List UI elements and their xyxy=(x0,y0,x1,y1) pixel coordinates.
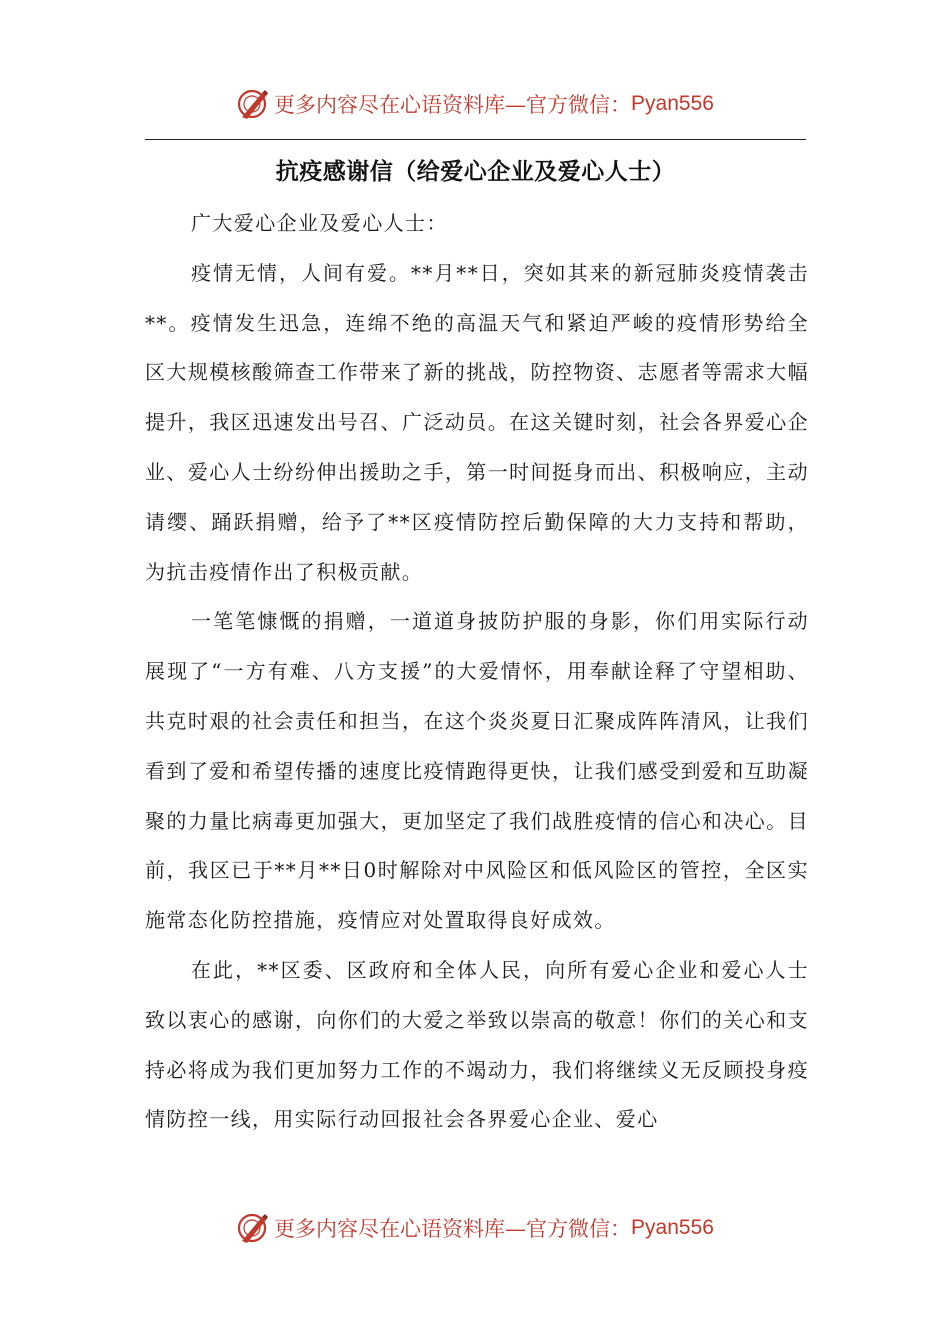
salutation: 广大爱心企业及爱心人士： xyxy=(191,211,448,235)
document-title: 抗疫感谢信（给爱心企业及爱心人士） xyxy=(275,159,676,185)
header-watermark-banner xyxy=(0,82,950,126)
paragraph-2: 一笔笔慷慨的捐赠，一道道身披防护服的身影，你们用实际行动展现了“一方有难、八方支援”的大爱情怀，用奉献诠释了守望相助、共克时艰的社会责任和担当，在这个炎炎夏日汇聚成阵阵清风，让我们看到了爱和希望传播的速度比疫情跑得更快，让我们感受到爱和互助凝聚的力量比病毒更加强大，更加坚定了我们战胜疫情的信心和决心。目前，我区已于**月**日0时解除对中风险区和低风险区的管控，全区实施常态化防控措施，疫情应对处置取得良好成效。 xyxy=(145,609,809,933)
pen-logo-icon xyxy=(236,1211,270,1245)
pen-logo-icon xyxy=(236,87,270,121)
banner-wechat-id: Pyan556 xyxy=(631,92,714,115)
footer-watermark-banner xyxy=(0,1206,950,1250)
banner-text: 更多内容尽在心语资料库—官方微信： xyxy=(274,1217,632,1241)
banner-text: 更多内容尽在心语资料库—官方微信： xyxy=(274,93,632,117)
document-body xyxy=(145,199,809,1145)
paragraph-1: 疫情无情，人间有爱。**月**日，突如其来的新冠肺炎疫情袭击**。疫情发生迅急，连绵不绝的高温天气和紧迫严峻的疫情形势给全区大规模核酸筛查工作带来了新的挑战，防控物资、志愿者等需求大幅提升，我区迅速发出号召、广泛动员。在这关键时刻，社会各界爱心企业、爱心人士纷纷伸出援助之手，第一时间挺身而出、积极响应，主动请缨、踊跃捐赠，给予了**区疫情防控后勤保障的大力支持和帮助，为抗击疫情作出了积极贡献。 xyxy=(145,260,809,584)
paragraph-3: 在此，**区委、区政府和全体人民，向所有爱心企业和爱心人士致以衷心的感谢，向你们的大爱之举致以崇高的敬意！你们的关心和支持必将成为我们更加努力工作的不竭动力，我们将继续义无反顾投身疫情防控一线，用实际行动回报社会各界爱心企业、爱心 xyxy=(145,957,809,1132)
banner-wechat-id: Pyan556 xyxy=(631,1216,714,1239)
header-divider xyxy=(145,139,806,140)
